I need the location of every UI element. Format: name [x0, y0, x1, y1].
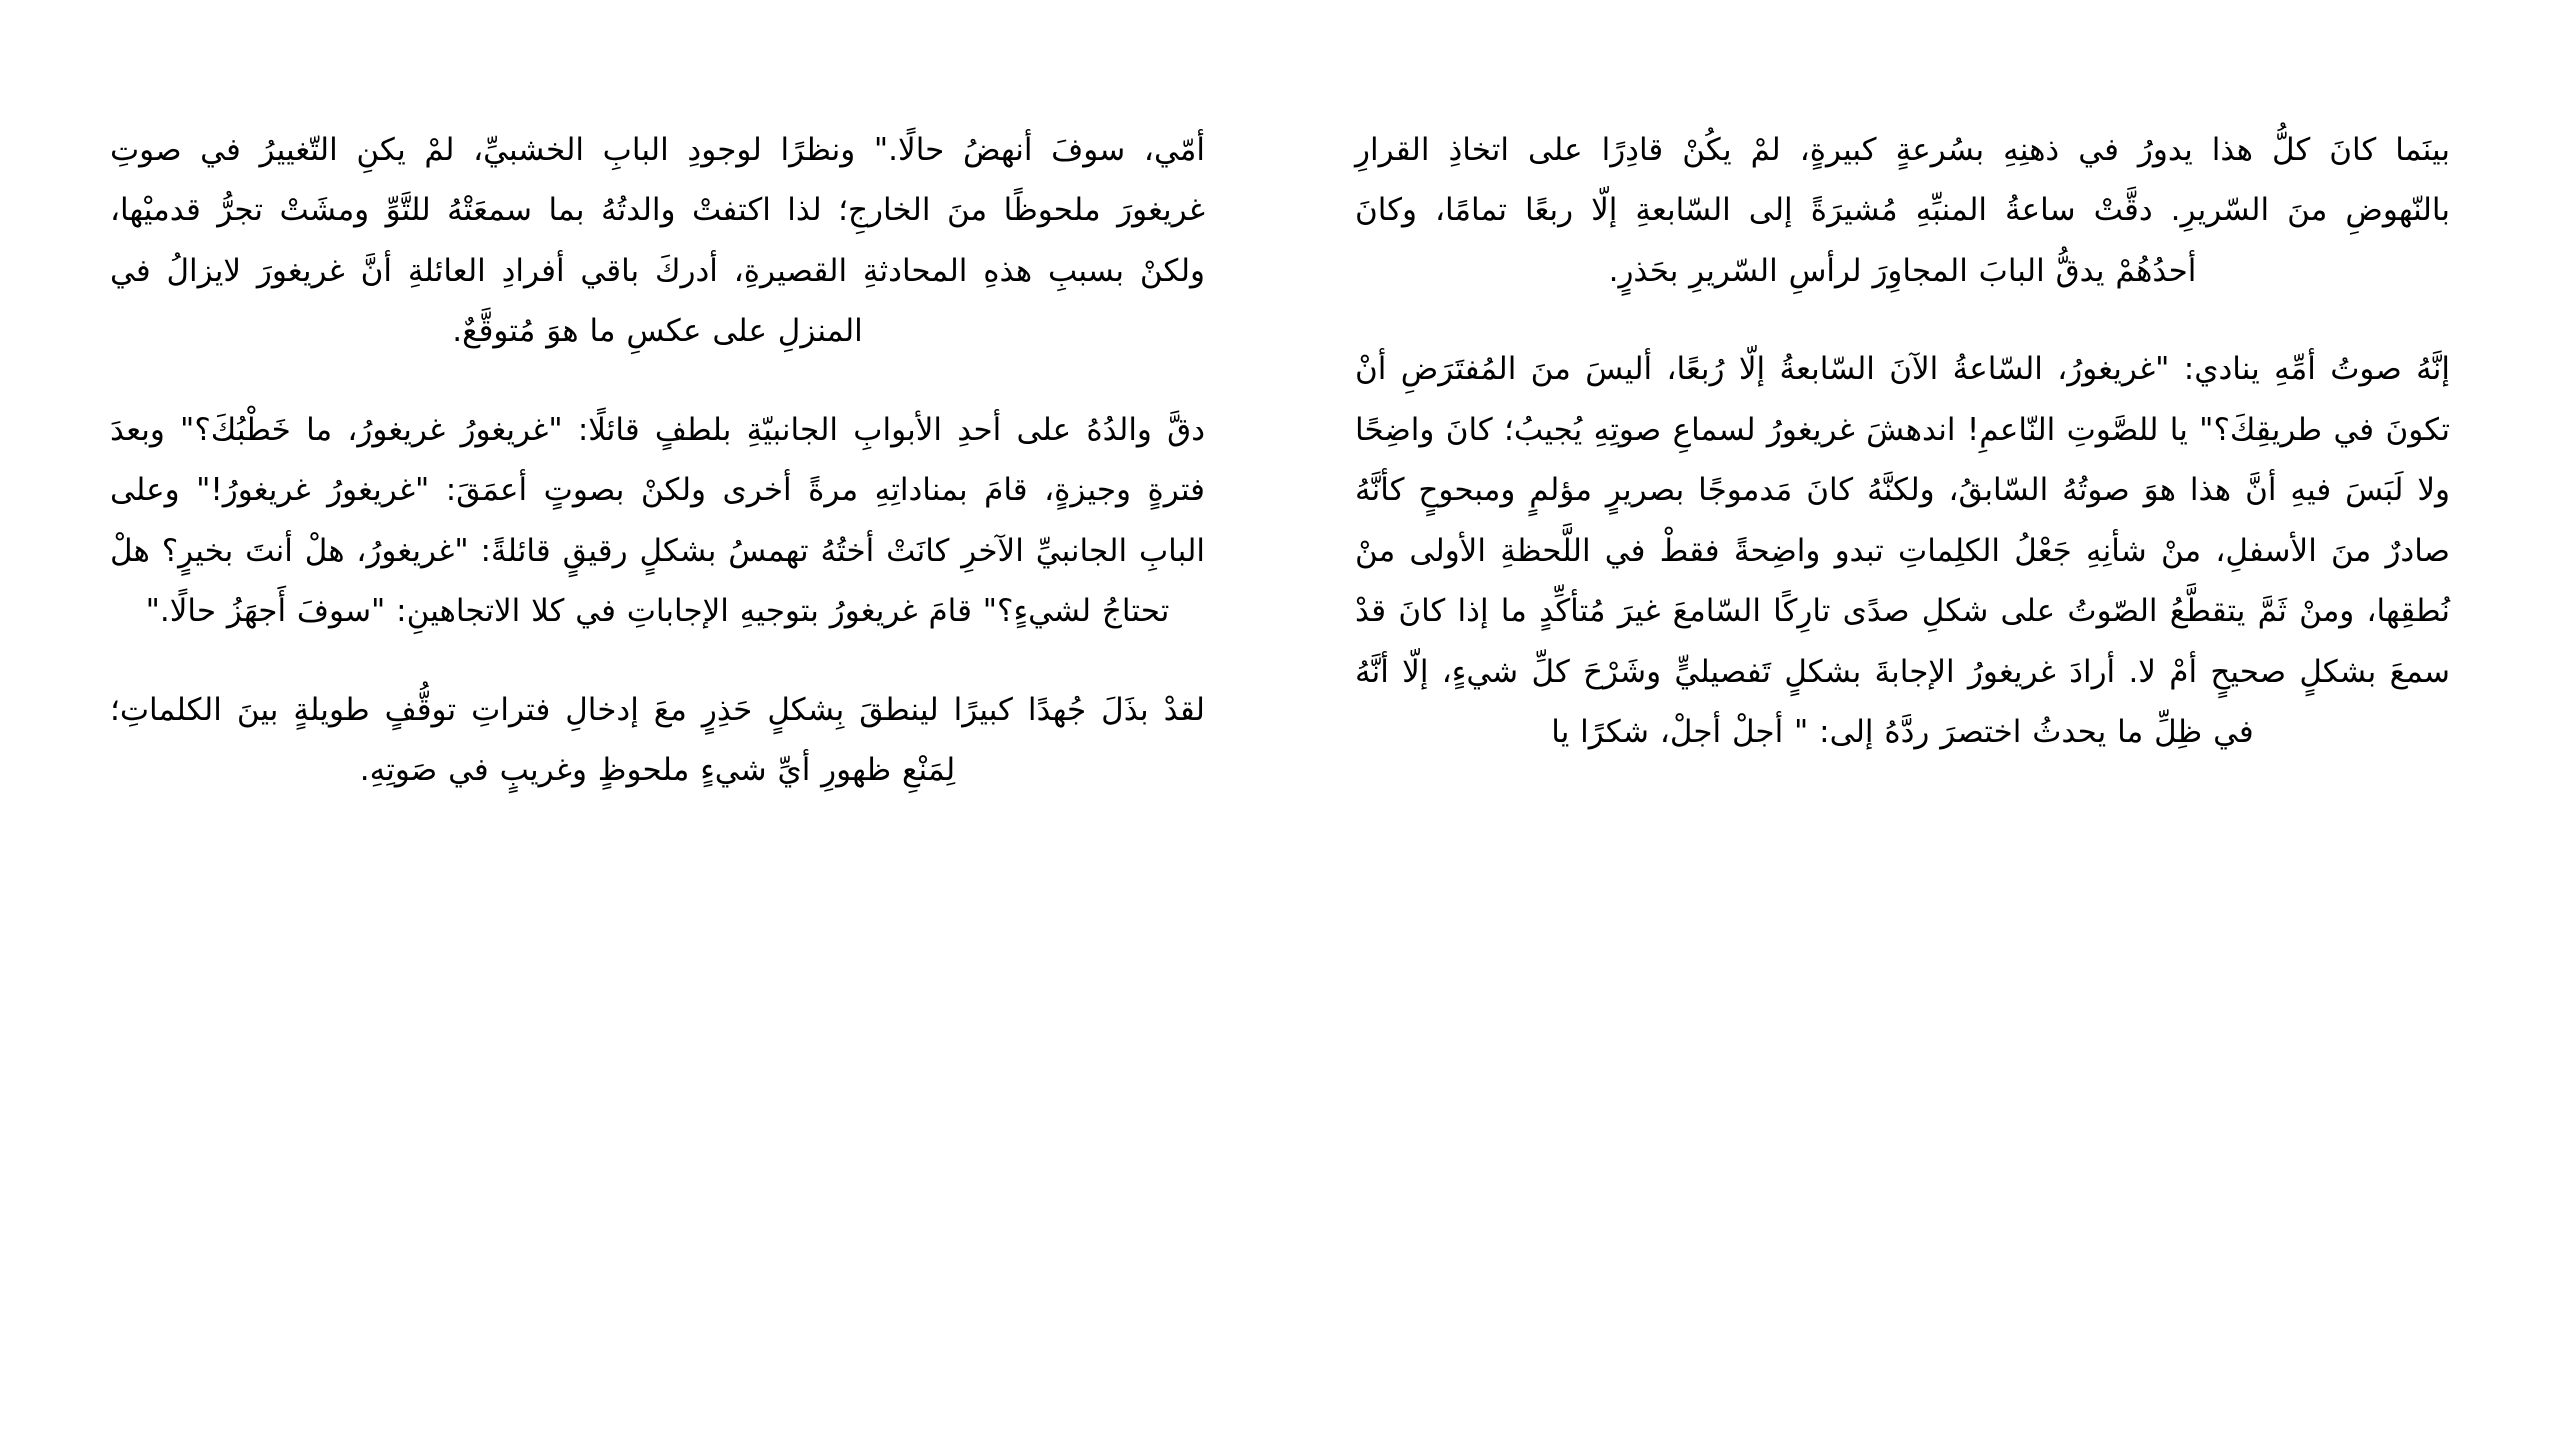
paragraph: أمّي، سوفَ أنهضُ حالًا." ونظرًا لوجودِ البابِ الخشبيِّ، لمْ يكنِ التّغييرُ في صوتِ غريغورَ ملحوظًا منَ الخارجِ؛ لذا اكتفتْ والدتُهُ بما سمعَتْهُ للتَّوِّ ومشَتْ تجرُّ قدميْها، ولكنْ بسببِ هذهِ المحادثةِ القصيرةِ، أدركَ باقي أفرادِ العائلةِ أنَّ غريغورَ لايزالُ في المنزلِ على عكسِ ما هوَ مُتوقَّعٌ. [110, 132, 1205, 350]
paragraph: إنَّهُ صوتُ أمِّهِ ينادي: "غريغورُ، السّاعةُ الآنَ السّابعةُ إلّا رُبعًا، أليسَ منَ المُفتَرَضِ أنْ تكونَ في طريقِكَ؟" يا للصَّوتِ النّاعمِ! اندهشَ غريغورُ لسماعِ صوتِهِ يُجيبُ؛ كانَ واضِحًا ولا لَبَسَ فيهِ أنَّ هذا هوَ صوتُهُ السّابقُ، ولكنَّهُ كانَ مَدموجًا بصريرٍ مؤلمٍ ومبحوحٍ كأنَّهُ صادرٌ منَ الأسفلِ، منْ شأنِهِ جَعْلُ الكلِماتِ تبدو واضِحةً فقطْ في اللَّحظةِ الأولى منْ نُطقِها، ومنْ ثَمَّ يتقطَّعُ الصّوتُ على شكلِ صدًى تارِكًا السّامعَ غيرَ مُتأكِّدٍ ما إذا كانَ قدْ سمعَ بشكلٍ صحيحٍ أمْ لا. أرادَ غريغورُ الإجابةَ بشكلٍ تَفصيليٍّ وشَرْحَ كلِّ شيءٍ، إلّا أنَّهُ في ظِلِّ ما يحدثُ اختصرَ ردَّهُ إلى: " أجلْ أجلْ، شكرًا يا [1355, 351, 2450, 750]
text-column-right [1355, 120, 2450, 1380]
paragraph: بينَما كانَ كلُّ هذا يدورُ في ذهنِهِ بسُرعةٍ كبيرةٍ، لمْ يكُنْ قادِرًا على اتخاذِ القرارِ بالنّهوضِ منَ السّريرِ. دقَّتْ ساعةُ المنبِّهِ مُشيرَةً إلى السّابعةِ إلّا ربعًا تمامًا، وكانَ أحدُهُمْ يدقُّ البابَ المجاوِرَ لرأسِ السّريرِ بحَذرٍ. [1355, 132, 2450, 289]
text-column-left [110, 120, 1205, 1380]
paragraph: لقدْ بذَلَ جُهدًا كبيرًا لينطقَ بِشكلٍ حَذِرٍ معَ إدخالِ فتراتِ توقُّفٍ طويلةٍ بينَ الكلماتِ؛ لِمَنْعِ ظهورِ أيِّ شيءٍ ملحوظٍ وغريبٍ في صَوتِهِ. [110, 691, 1205, 788]
paragraph: دقَّ والدُهُ على أحدِ الأبوابِ الجانبيّةِ بلطفٍ قائلًا: "غريغورُ غريغورُ، ما خَطْبُكَ؟" وبعدَ فترةٍ وجيزةٍ، قامَ بمناداتِهِ مرةً أخرى ولكنْ بصوتٍ أعمَقَ: "غريغورُ غريغورُ!" وعلى البابِ الجانبيِّ الآخرِ كانَتْ أختُهُ تهمسُ بشكلٍ رقيقٍ قائلةً: "غريغورُ، هلْ أنتَ بخيرٍ؟ هلْ تحتاجُ لشيءٍ؟" قامَ غريغورُ بتوجيهِ الإجاباتِ في كلا الاتجاهينِ: "سوفَ أَجهَزُ حالًا." [110, 411, 1205, 630]
